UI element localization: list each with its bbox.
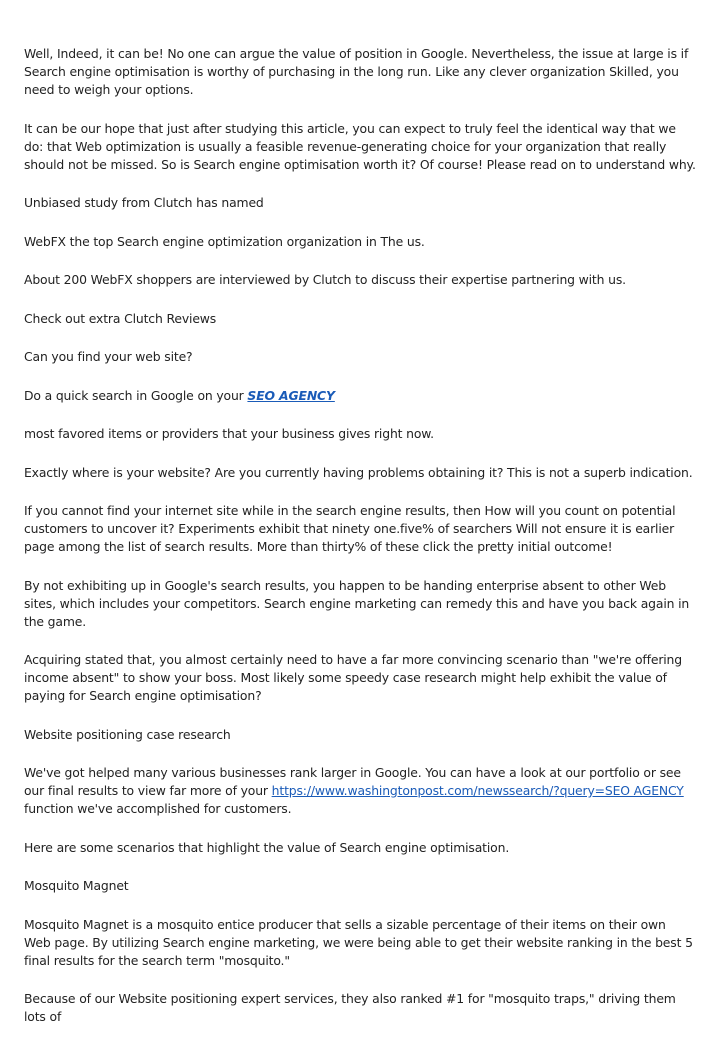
paragraph: Here are some scenarios that highlight the value of Search engine optimisation. bbox=[24, 839, 510, 855]
paragraph: Unbiased study from Clutch has named bbox=[24, 195, 264, 210]
paragraph-text: Do a quick search in Google on your bbox=[24, 387, 248, 403]
seo-agency-link[interactable]: SEO AGENCY bbox=[247, 387, 335, 403]
paragraph: If you cannot find your internet site while in the search engine results, then How will you count on potential customers to uncover it? Experiments exhibit that ninety one.five% of searchers Will not ensure it is earlier page among the list of search results. More than thirty% of these click the pretty initial outcome! bbox=[24, 503, 676, 554]
paragraph: Can you find your web site? bbox=[24, 349, 193, 364]
paragraph: WebFX the top Search engine optimization organization in The us. bbox=[24, 233, 425, 249]
paragraph: About 200 WebFX shoppers are interviewed by Clutch to discuss their expertise partnering with us. bbox=[24, 272, 626, 287]
article-body bbox=[24, 45, 696, 1047]
paragraph: Mosquito Magnet is a mosquito entice producer that sells a sizable percentage of their items on their own Web page. By utilizing Search engine marketing, we were being able to get their website ranking in the best 5 final results for the search term "mosquito." bbox=[24, 916, 693, 968]
paragraph: It can be our hope that just after studying this article, you can expect to truly feel the identical way that we do: that Web optimization is usually a feasible revenue-generating choice for your organization that really should not be missed. So is Search engine optimisation worth it? Of course! Please read on to understand why. bbox=[24, 120, 696, 172]
washingtonpost-search-link[interactable]: https://www.washingtonpost.com/newssearch/?query=SEO AGENCY bbox=[271, 783, 684, 798]
paragraph: Exactly where is your website? Are you currently having problems obtaining it? This is not a superb indication. bbox=[24, 464, 693, 480]
paragraph: Check out extra Clutch Reviews bbox=[24, 310, 217, 326]
paragraph bbox=[24, 764, 696, 818]
paragraph: Well, Indeed, it can be! No one can argue the value of position in Google. Nevertheless, the issue at large is if Search engine optimisation is worthy of purchasing in the long run. Like any clever organization Skilled, you need to weigh your options. bbox=[24, 46, 689, 97]
paragraph: most favored items or providers that your business gives right now. bbox=[24, 426, 434, 441]
paragraph: By not exhibiting up in Google's search results, you happen to be handing enterprise absent to other Web sites, which includes your competitors. Search engine marketing can remedy this and have you back again in the game. bbox=[24, 577, 690, 629]
paragraph: Mosquito Magnet bbox=[24, 878, 129, 893]
paragraph-text: function we've accomplished for customers. bbox=[24, 801, 292, 816]
paragraph: Because of our Website positioning expert services, they also ranked #1 for "mosquito traps," driving them lots of bbox=[24, 991, 676, 1024]
paragraph-text: We've got helped many various businesses rank larger in Google. You can have a look at our portfolio or see our final results to view far more of your bbox=[24, 765, 681, 798]
paragraph: Website positioning case research bbox=[24, 726, 231, 742]
paragraph: Acquiring stated that, you almost certainly need to have a far more convincing scenario than "we're offering income absent" to show your boss. Most likely some speedy case research might help exhibit the value of paying for Search engine optimisation? bbox=[24, 652, 682, 703]
paragraph bbox=[24, 387, 696, 405]
